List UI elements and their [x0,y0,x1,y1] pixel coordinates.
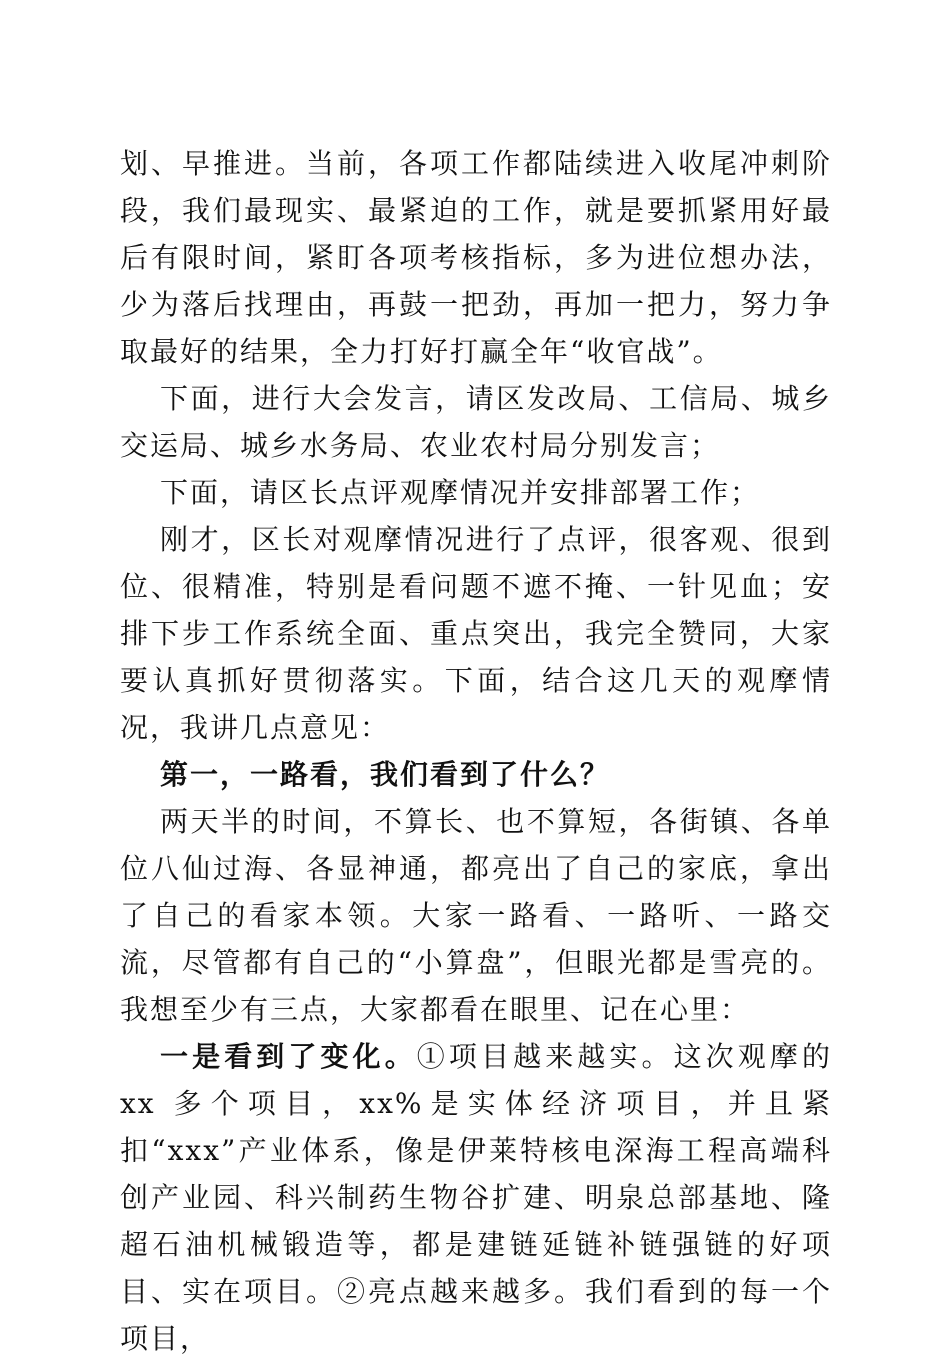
paragraph-2: 下面，进行大会发言，请区发改局、工信局、城乡交运局、城乡水务局、农业农村局分别发言； [120,382,832,462]
paragraph-6-body: ①项目越来越实。这次观摩的 xx 多个项目，xx%是实体经济项目，并且紧扣“xxx”产业体系，像是伊莱特核电深海工程高端科创产业园、科兴制药生物谷扩建、明泉总部基地、隆超石油机械锻造等，都是建链延链补链强链的好项目、实在项目。②亮点越来越多。我们看到的每一个项目， [120,1040,832,1355]
paragraph-4: 刚才，区长对观摩情况进行了点评，很客观、很到位、很精准，特别是看问题不遮不掩、一针见血；安排下步工作系统全面、重点突出，我完全赞同，大家要认真抓好贯彻落实。下面，结合这几天的观摩情况，我讲几点意见： [120,523,832,744]
section-heading-1: 第一，一路看，我们看到了什么？ [160,758,611,791]
paragraph-1: 划、早推进。当前，各项工作都陆续进入收尾冲刺阶段，我们最现实、最紧迫的工作，就是要抓紧用好最后有限时间，紧盯各项考核指标，多为进位想办法，少为落后找理由，再鼓一把劲，再加一把力，努力争取最好的结果，全力打好打赢全年“收官战”。 [120,147,832,368]
paragraph-3: 下面，请区长点评观摩情况并安排部署工作； [160,476,761,509]
paragraph-5: 两天半的时间，不算长、也不算短，各街镇、各单位八仙过海、各显神通，都亮出了自己的家底，拿出了自己的看家本领。大家一路看、一路听、一路交流，尽管都有自己的“小算盘”，但眼光都是雪亮的。我想至少有三点，大家都看在眼里、记在心里： [120,805,832,1026]
paragraph-6 [120,1033,832,1362]
document-body [120,140,832,1362]
paragraph-6-lead: 一是看到了变化。 [160,1040,417,1073]
